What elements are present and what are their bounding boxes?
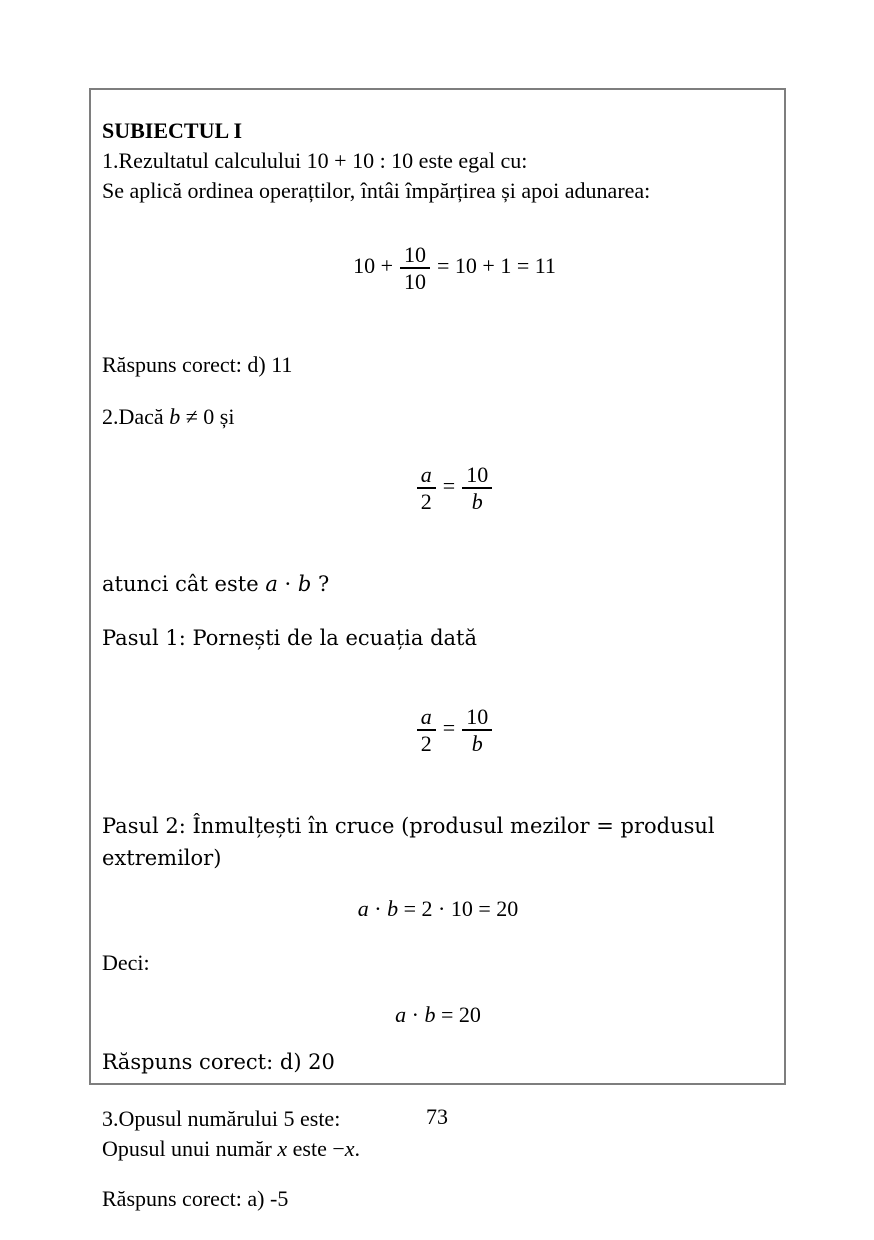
q2-right-denominator: b <box>462 487 492 514</box>
q2-therefore: Deci: <box>102 950 150 975</box>
q2-conclusion-formula <box>102 1000 774 1030</box>
q1-fraction-numerator: 10 <box>404 242 426 267</box>
q3-var-negx: x <box>344 1136 355 1161</box>
q2-statement-var-b: b <box>169 404 181 429</box>
q2-cross-var-b: b <box>387 896 399 921</box>
q2-answer: Răspuns corect: d) 20 <box>102 1050 335 1074</box>
q2-step1-right-numerator: 10 <box>466 704 489 729</box>
q2-question-prefix: atunci cât este <box>102 572 266 596</box>
q2-statement-prefix: 2.Dacă <box>102 404 170 429</box>
q2-question-var-b: b <box>297 572 312 596</box>
q2-left-fraction <box>417 462 436 514</box>
q2-conclusion-rest: = 20 <box>435 1002 481 1027</box>
q2-cross-rest: = 2 · 10 = 20 <box>398 896 519 921</box>
q2-given-equation <box>102 432 774 544</box>
q1-statement: 1.Rezultatul calculului 10 + 10 : 10 este egal cu: <box>102 148 528 173</box>
q2-step1-left-fraction <box>417 704 436 756</box>
q2-statement <box>102 402 774 432</box>
q2-question-suffix: ? <box>311 572 330 596</box>
q1-answer: Răspuns corect: d) 11 <box>102 352 293 377</box>
q2-equation-equals: = <box>442 473 456 499</box>
section-title: SUBIECTUL I <box>102 118 243 143</box>
q1-explanation: Se aplică ordinea operațtilor, întâi împărțirea și apoi adunarea: <box>102 178 651 203</box>
q1-fraction-denominator: 10 <box>400 267 430 294</box>
q2-left-numerator: a <box>420 462 432 487</box>
q1-formula-tail: = 10 + 1 = 11 <box>437 253 556 279</box>
q2-question-operator: · <box>277 572 298 596</box>
q2-right-numerator: 10 <box>466 462 489 487</box>
q2-step1-right-denominator: b <box>462 729 492 756</box>
q2-step1-equation-equals: = <box>442 715 456 741</box>
q2-conclusion-operator: · <box>406 1002 425 1027</box>
q2-question <box>102 568 774 600</box>
q2-step1-left-numerator: a <box>420 704 432 729</box>
q2-step1-label: Pasul 1: Pornești de la ecuația dată <box>102 626 477 650</box>
q2-question-var-a: a <box>265 572 278 596</box>
q2-statement-suffix: ≠ 0 și <box>180 404 235 429</box>
page-number: 73 <box>426 1104 448 1129</box>
q2-step2-label: Pasul 2: Înmulțești în cruce (produsul mezilor = produsul extremilor) <box>102 814 722 870</box>
q3-answer: Răspuns corect: a) -5 <box>102 1186 289 1211</box>
q2-left-denominator: 2 <box>417 487 436 514</box>
q3-explanation <box>102 1134 774 1164</box>
q1-formula-lead: 10 + <box>353 253 393 279</box>
q2-conclusion-var-b: b <box>424 1002 436 1027</box>
q3-explanation-suffix: . <box>354 1136 361 1161</box>
q2-conclusion-var-a: a <box>395 1002 407 1027</box>
q2-step1-equation <box>102 674 774 786</box>
q3-var-x: x <box>277 1136 288 1161</box>
q2-cross-product-formula <box>102 894 774 924</box>
q2-step1-right-fraction <box>462 704 492 756</box>
q2-cross-var-a: a <box>357 896 369 921</box>
q3-explanation-mid: este − <box>287 1136 345 1161</box>
q2-step1-left-denominator: 2 <box>417 729 436 756</box>
q1-formula <box>102 212 774 324</box>
q2-cross-operator: · <box>368 896 388 921</box>
q3-explanation-prefix: Opusul unui număr <box>102 1136 278 1161</box>
q1-fraction <box>400 242 430 294</box>
q2-right-fraction <box>462 462 492 514</box>
q3-statement: 3.Opusul numărului 5 este: <box>102 1106 341 1131</box>
